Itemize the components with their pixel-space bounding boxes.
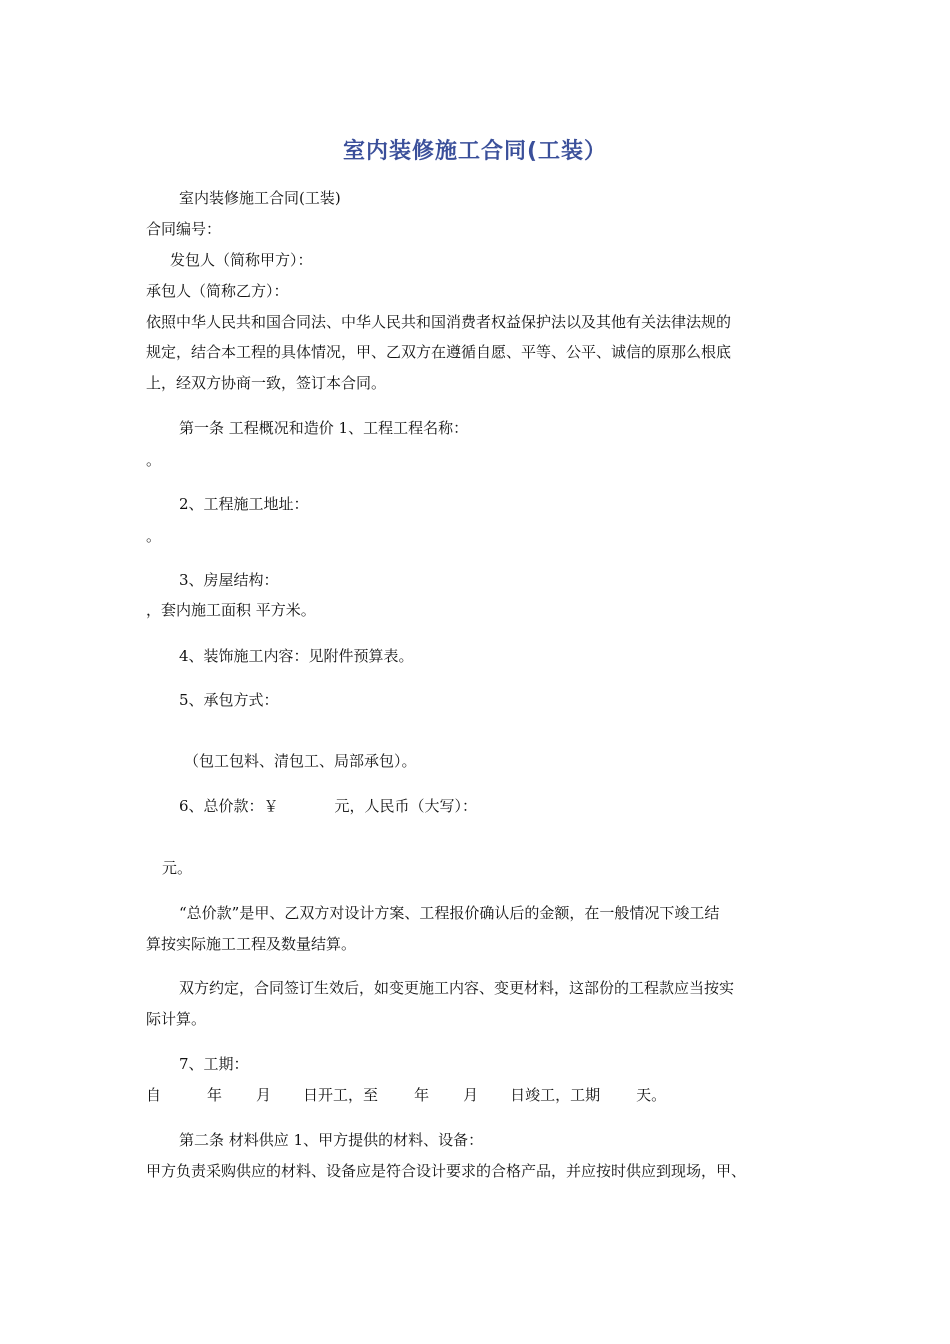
schedule-days: 天。 [636,1086,667,1104]
paragraph-line: 甲方负责采购供应的材料、设备应是符合设计要求的合格产品，并应按时供应到现场，甲、 [146,1162,747,1180]
clause-line: （包工包料、清包工、局部承包）。 [184,752,417,770]
contract-number-line: 合同编号： [146,220,222,238]
party-a-line: 发包人（简称甲方）： [170,251,313,269]
paragraph-line: 依照中华人民共和国合同法、中华人民共和国消费者权益保护法以及其他有关法律法规的 [146,313,732,331]
schedule-month: 月 [256,1086,272,1104]
blank-line: 。 [146,527,162,545]
paragraph-line: 际计算。 [146,1010,207,1028]
price-rmb-label: 元，人民币（大写）： [334,797,478,815]
schedule-end: 日竣工，工期 [510,1086,601,1104]
schedule-year: 年 [207,1086,223,1104]
clause-line: 7、工期： [179,1055,249,1073]
clause-line: 4、装饰施工内容：见附件预算表。 [179,647,414,665]
clause-line: 2、工程施工地址： [179,495,309,513]
article-heading: 第一条 工程概况和造价 1、工程工程名称： [179,419,469,437]
paragraph-line: 规定，结合本工程的具体情况，甲、乙双方在遵循自愿、平等、公平、诚信的原那么根底 [146,343,732,361]
paragraph-line: 算按实际施工工程及数量结算。 [146,935,357,953]
blank-line: 。 [146,451,162,469]
clause-line: 5、承包方式： [179,691,279,709]
clause-line: 元。 [162,859,193,877]
schedule-month: 月 [463,1086,479,1104]
schedule-year: 年 [414,1086,430,1104]
document-title: 室内装修施工合同(工装） [342,139,608,164]
party-b-line: 承包人（简称乙方）： [146,282,289,300]
paragraph-line: “总价款”是甲、乙双方对设计方案、工程报价确认后的金额，在一般情况下竣工结 [179,904,720,922]
article-heading: 第二条 材料供应 1、甲方提供的材料、设备： [179,1131,484,1149]
schedule-start: 日开工，至 [303,1086,379,1104]
clause-line: 3、房屋结构： [179,571,279,589]
subtitle-line: 室内装修施工合同(工装) [179,189,341,207]
price-line [179,796,839,816]
schedule-line [146,1085,806,1105]
paragraph-line: 上，经双方协商一致，签订本合同。 [146,374,387,392]
paragraph-line: 双方约定，合同签订生效后，如变更施工内容、变更材料，这部份的工程款应当按实 [179,979,735,997]
clause-line: ，套内施工面积 平方米。 [146,601,316,619]
schedule-from: 自 [146,1086,162,1104]
price-label: 6、总价款：￥ [179,797,279,815]
